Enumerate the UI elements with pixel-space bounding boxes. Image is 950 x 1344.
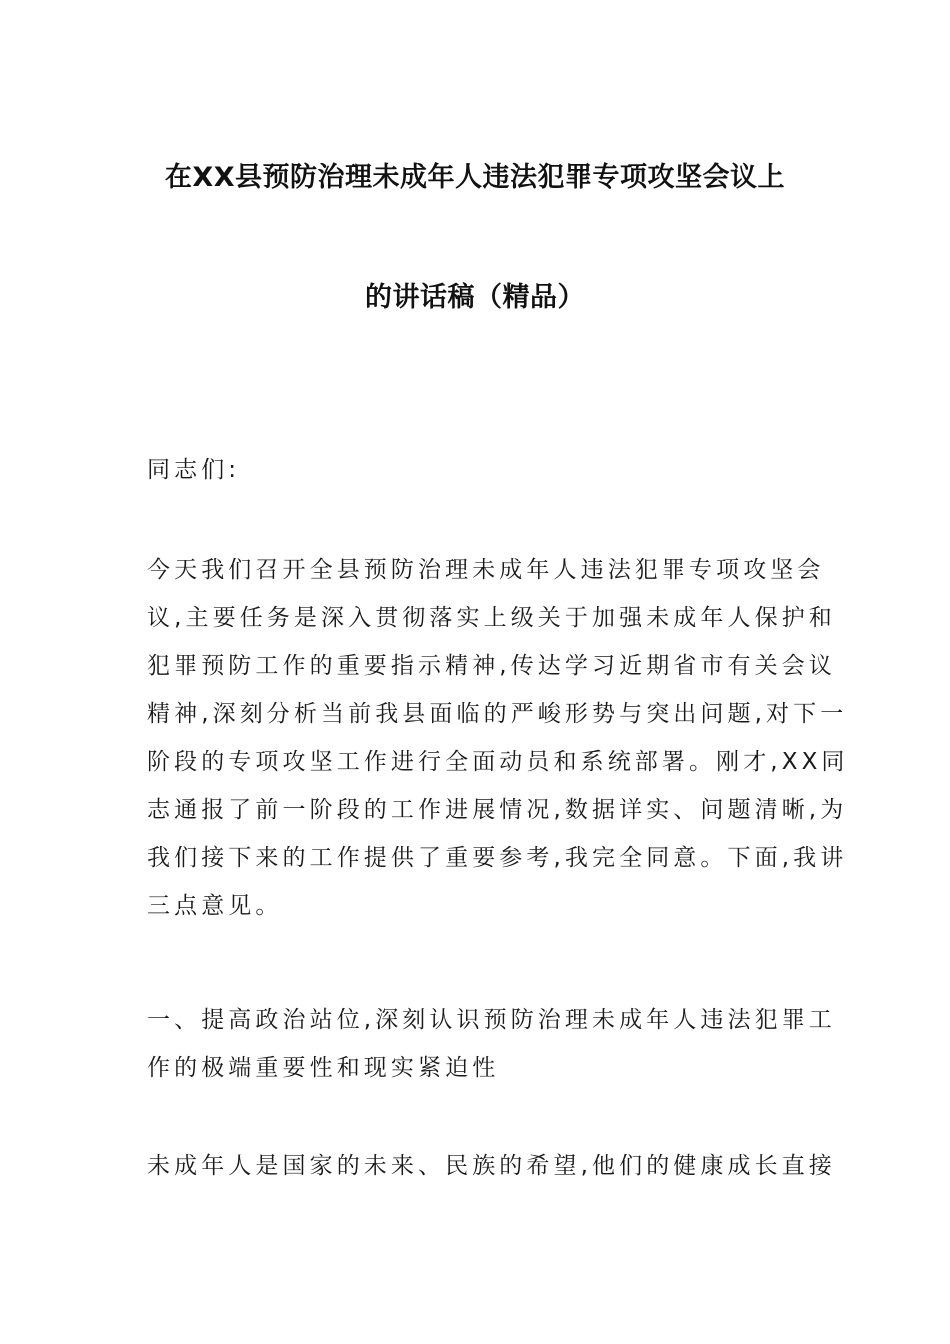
salutation	[147, 446, 807, 494]
paragraph-line: 犯罪预防工作的重要指示精神,传达学习近期省市有关会议	[147, 653, 836, 679]
section-heading-line: 一、提高政治站位,深刻认识预防治理未成年人违法犯罪工	[147, 1007, 836, 1033]
opening-paragraph	[147, 546, 849, 930]
salutation-text: 同志们:	[147, 457, 241, 483]
paragraph-line: 阶段的专项攻坚工作进行全面动员和系统部署。刚才,XX同	[147, 749, 849, 775]
paragraph-line: 议,主要任务是深入贯彻落实上级关于加强未成年人保护和	[147, 605, 836, 631]
paragraph-line: 未成年人是国家的未来、民族的希望,他们的健康成长直接	[147, 1153, 836, 1179]
section-heading-line: 作的极端重要性和现实紧迫性	[147, 1055, 500, 1081]
document-title-line-1: 在XX县预防治理未成年人违法犯罪专项攻坚会议上	[164, 162, 786, 193]
paragraph-line: 我们接下来的工作提供了重要参考,我完全同意。下面,我讲	[147, 845, 848, 871]
section-heading-1	[147, 996, 836, 1092]
section-1-paragraph	[147, 1142, 836, 1190]
paragraph-line: 志通报了前一阶段的工作进展情况,数据详实、问题清晰,为	[147, 797, 848, 823]
paragraph-line: 三点意见。	[147, 893, 283, 919]
paragraph-line: 今天我们召开全县预防治理未成年人违法犯罪专项攻坚会	[147, 557, 825, 583]
paragraph-line: 精神,深刻分析当前我县面临的严峻形势与突出问题,对下一	[147, 701, 848, 727]
document-title-line-2: 的讲话稿（精品）	[365, 282, 585, 313]
